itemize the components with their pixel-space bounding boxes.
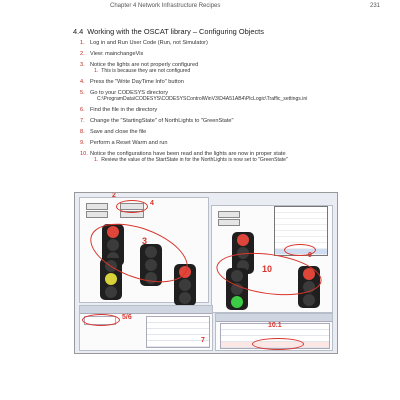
step-number: 5. (80, 89, 85, 96)
hmi-button[interactable] (86, 211, 108, 218)
step-number: 7. (80, 117, 85, 124)
section-number: 4.4 (73, 27, 84, 36)
callout-3: 3 (142, 236, 148, 246)
hmi-window-left (79, 192, 209, 303)
green-lamp (179, 292, 191, 304)
step-text: Notice the configurations have been read and the lights are now in proper state (90, 150, 286, 157)
page-number: 231 (369, 3, 380, 9)
step-item (80, 151, 380, 164)
step-item (80, 62, 380, 75)
section-heading (73, 27, 264, 36)
step-number: 3. (80, 61, 85, 68)
step-item (80, 90, 380, 103)
step-number: 10. (80, 150, 88, 157)
step-number: 6. (80, 107, 85, 114)
step-text: Find the file in the directory (90, 107, 158, 114)
running-head: Chapter 4 Network Infrastructure Recipes (110, 3, 221, 9)
callout-ring (82, 314, 120, 326)
step-item (80, 129, 380, 135)
hmi-button[interactable] (218, 219, 240, 226)
callout-ring (116, 200, 148, 213)
settings-editor (79, 305, 213, 351)
step-item (80, 140, 380, 146)
substep-number: 1. (94, 68, 99, 75)
callout-2: 2 (112, 192, 116, 199)
step-number: 2. (80, 50, 85, 57)
step-item (80, 51, 380, 57)
step-number: 4. (80, 78, 85, 85)
green-lamp (231, 296, 243, 308)
step-text: Go to your CODESYS directory (90, 89, 169, 96)
green-lamp (303, 294, 315, 306)
step-item (80, 118, 380, 124)
callout-10: 10 (262, 264, 273, 274)
green-lamp (105, 286, 117, 298)
callout-10-1: 10.1 (268, 322, 282, 329)
step-subitem (80, 96, 380, 102)
step-subitem (80, 157, 380, 163)
yellow-lamp (105, 273, 117, 285)
yellow-lamp (179, 279, 191, 291)
editor-toolbar (80, 306, 212, 314)
step-item (80, 79, 380, 85)
hmi-window-right (211, 205, 333, 313)
substep-text: This is because they are not configured (101, 68, 191, 75)
grid-row (147, 341, 209, 347)
callout-4: 4 (150, 200, 154, 207)
composite-screenshot (74, 192, 338, 354)
callout-5-6: 5/6 (122, 314, 132, 321)
step-item (80, 107, 380, 113)
substep-number: 1. (94, 156, 99, 163)
step-text: Press the "Write DayTime Info" button (90, 78, 184, 85)
substep-text: C:\ProgramData\CODESYS\CODESYSControlWinV3\D4A51AB4\PlcLogic\Traffic_settings.ini (97, 96, 308, 103)
step-subitem (80, 68, 380, 74)
step-number: 9. (80, 139, 85, 146)
substep-text: Review the value of the StartState in for the NorthLights is now set to "GreenState" (101, 156, 288, 163)
hmi-button[interactable] (86, 203, 108, 210)
step-text: Save and close the file (90, 128, 147, 135)
step-text: Change the "StartingState" of NorthLights to "GreenState" (90, 117, 234, 124)
step-text: Log in and Run User Code (Run, not Simulator) (90, 40, 208, 46)
step-text: Perform a Reset Warm and run (90, 139, 168, 146)
watch-window (215, 313, 333, 351)
steps-list (80, 40, 380, 168)
step-text: Notice the lights are not properly configured (90, 61, 199, 68)
hmi-button[interactable] (218, 211, 240, 218)
callout-ring (252, 338, 304, 350)
step-text: View: mainchangeVis (90, 50, 144, 57)
callout-7: 7 (201, 337, 205, 344)
section-title: Working with the OSCAT library – Configuring Objects (87, 27, 264, 36)
red-lamp (237, 234, 249, 246)
watch-toolbar (216, 314, 332, 322)
step-number: 1. (80, 40, 85, 46)
step-number: 8. (80, 128, 85, 135)
step-item (80, 40, 380, 46)
callout-9: 9 (308, 252, 312, 259)
